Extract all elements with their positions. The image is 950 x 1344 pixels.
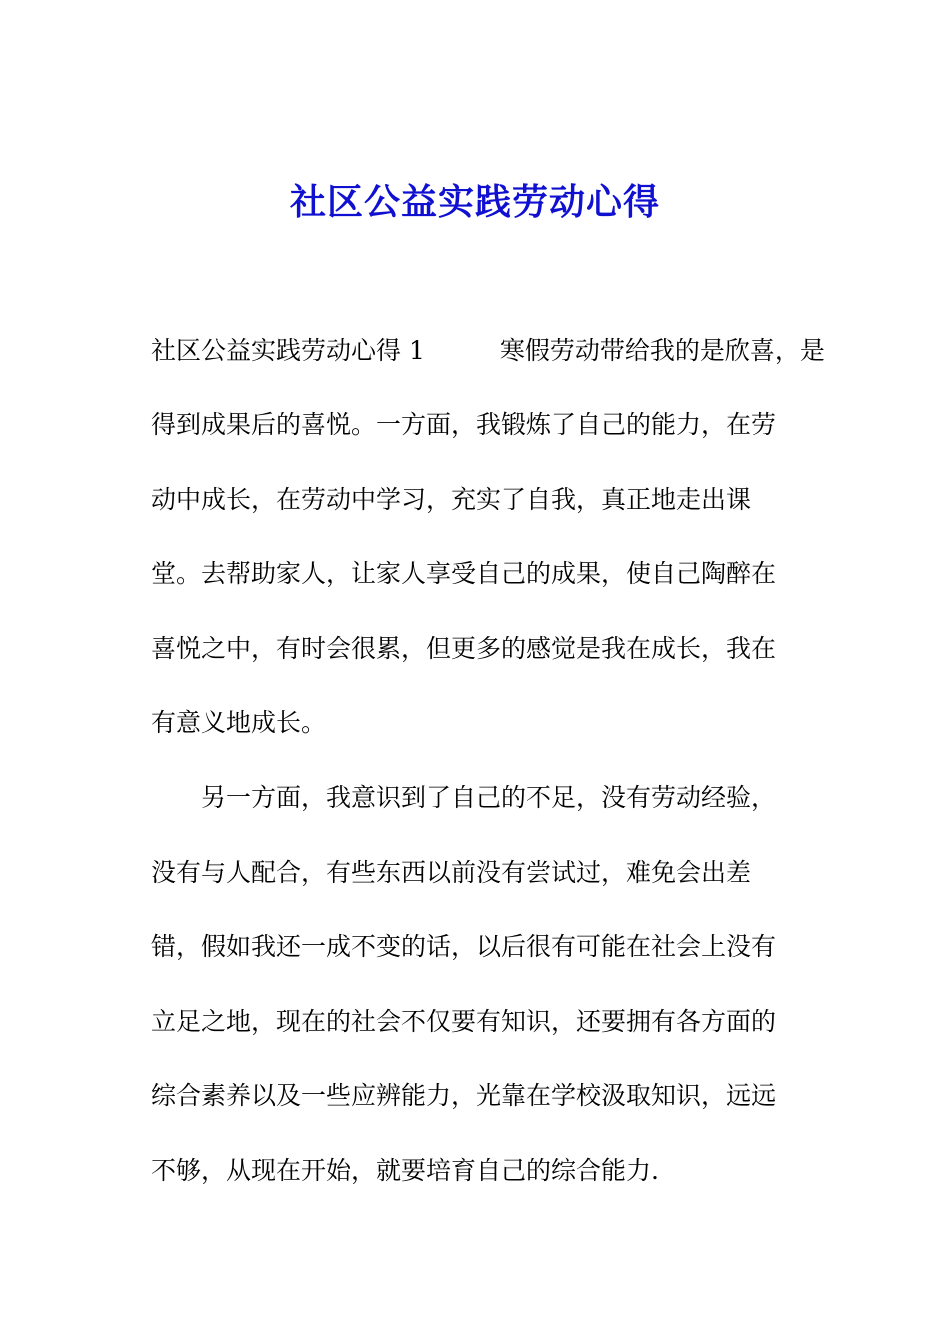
body-line-3: 动中成长，在劳动中学习，充实了自我，真正地走出课 <box>151 485 752 514</box>
body-line-11: 综合素养以及一些应辨能力，光靠在学校汲取知识，远远 <box>151 1081 777 1110</box>
body-line-9: 错，假如我还一成不变的话，以后很有可能在社会上没有 <box>151 932 777 961</box>
body-line-1: 社区公益实践劳动心得 1 寒假劳动带给我的是欣喜，是 <box>151 336 825 365</box>
body-line-4: 堂。去帮助家人，让家人享受自己的成果，使自己陶醉在 <box>151 559 777 588</box>
document-title: 社区公益实践劳动心得 <box>289 181 660 223</box>
body-line-6: 有意义地成长。 <box>151 708 327 737</box>
body-line-8: 没有与人配合，有些东西以前没有尝试过，难免会出差 <box>151 858 752 887</box>
body-line-10: 立足之地，现在的社会不仅要有知识，还要拥有各方面的 <box>151 1007 777 1036</box>
body-line-12: 不够，从现在开始，就要培育自己的综合能力. <box>151 1156 659 1185</box>
body-line-2: 得到成果后的喜悦。一方面，我锻炼了自己的能力，在劳 <box>151 410 777 439</box>
body-line-5: 喜悦之中，有时会很累，但更多的感觉是我在成长，我在 <box>151 634 777 663</box>
body-line-7: 另一方面，我意识到了自己的不足，没有劳动经验， <box>151 783 777 812</box>
